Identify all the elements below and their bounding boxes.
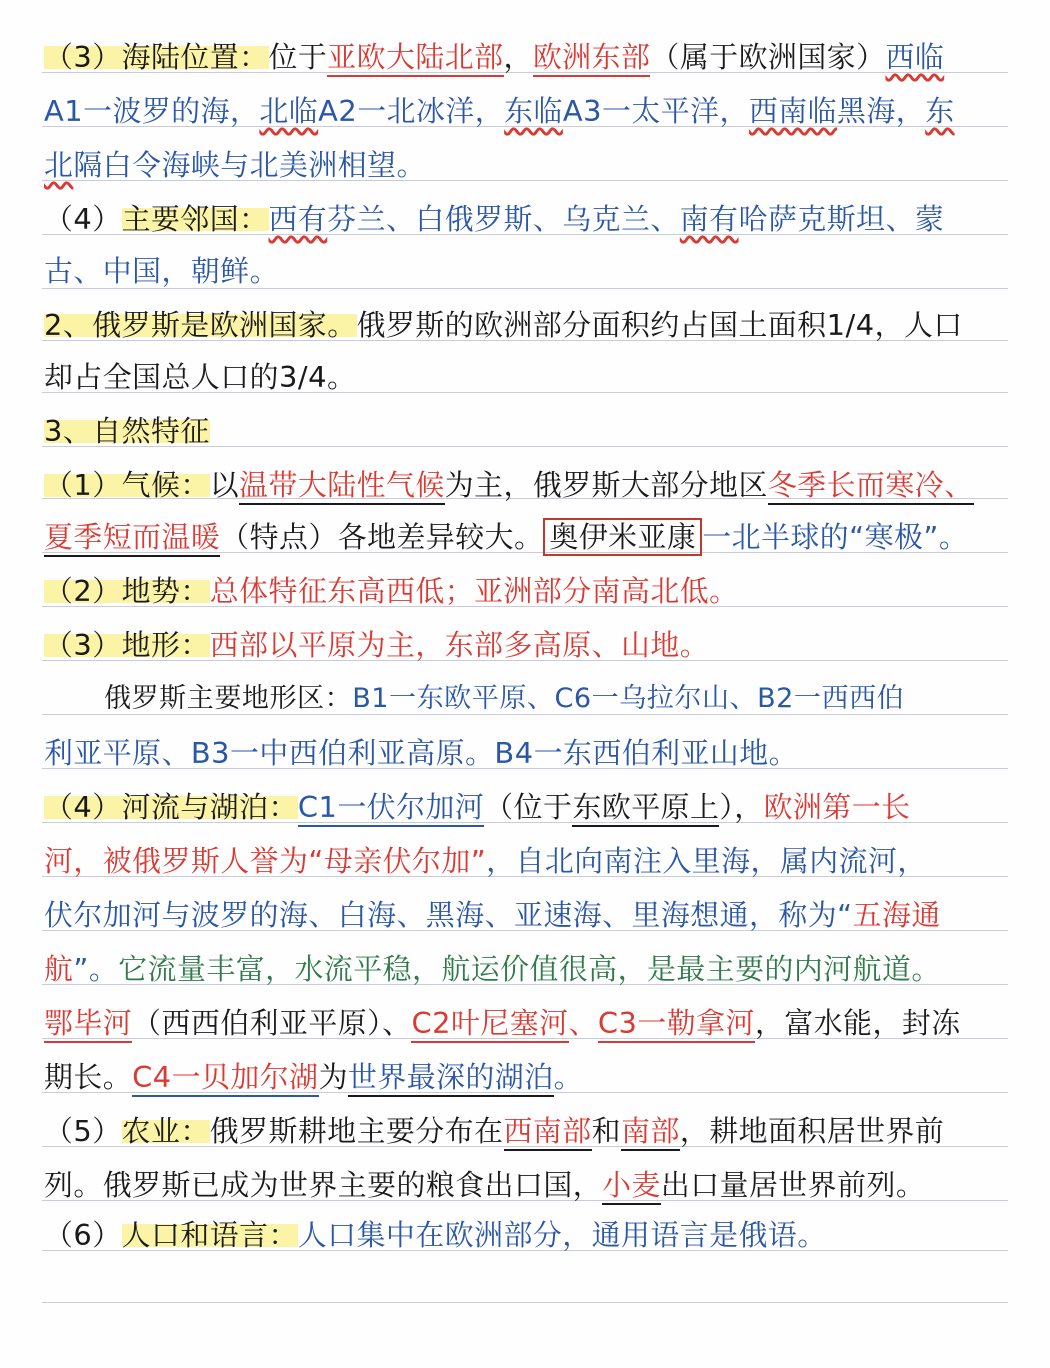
note-text: A2一北冰洋， (318, 94, 505, 128)
key-term: 东临 (504, 94, 563, 128)
note-text: 河，被俄罗斯人誉为“母亲伏尔加” (44, 844, 487, 878)
key-term: 小麦 (602, 1168, 661, 1205)
key-term: 北 (44, 148, 74, 182)
note-text: 列。俄罗斯已成为世界主要的粮食出口国， (44, 1168, 603, 1202)
key-term: 五海通 (852, 898, 941, 932)
note-line-neighbors (44, 194, 1012, 244)
note-line (44, 86, 1012, 136)
key-term: 夏季短而温暖 (44, 520, 220, 557)
note-text: 俄罗斯的欧洲部分面积约占国土面积1/4，人口 (356, 308, 963, 342)
note-text: A3一太平洋， (562, 94, 749, 128)
section-heading: 主要邻国： (121, 202, 269, 236)
key-term: C3一勒拿河 (598, 1006, 755, 1043)
note-text: 俄罗斯主要地形区： (104, 683, 353, 714)
key-term: 东欧平原上 (572, 790, 719, 827)
note-text: 黑海， (837, 94, 926, 128)
note-line (44, 512, 1012, 562)
key-term: 北临 (259, 94, 319, 128)
note-text: （西西伯利亚平原）、 (132, 1006, 412, 1040)
key-term: 世界最深的湖泊 (348, 1060, 554, 1097)
note-line (44, 352, 1012, 402)
note-text: ，富水能，封冻 (754, 1006, 961, 1040)
section-heading: （3）海陆位置： (44, 40, 269, 74)
key-term: 南部 (621, 1114, 680, 1151)
note-text: 伏尔加河与波罗的海、白海、黑海、亚速海、里海想通，称为“ (44, 898, 853, 932)
note-text: 哈萨克斯坦、蒙 (738, 202, 945, 236)
note-text: 却占全国总人口的3/4。 (44, 360, 357, 394)
note-text: 为主，俄罗斯大部分地区 (444, 468, 768, 502)
note-text: 期长。 (44, 1060, 133, 1094)
key-term: 航 (44, 952, 74, 986)
key-term: 西临 (885, 40, 945, 74)
note-text: 一北半球的“寒极”。 (702, 520, 969, 554)
note-line-rivers-lakes (44, 782, 1012, 832)
note-line-landform (44, 620, 1012, 670)
key-term: C2叶尼塞河 (411, 1006, 568, 1043)
note-text: 。 (553, 1060, 583, 1094)
section-heading: 人口和语言： (121, 1218, 298, 1252)
key-term: 冬季长而寒冷、 (768, 468, 974, 505)
section-number: （4） (44, 202, 122, 236)
note-text: ）， (719, 790, 764, 824)
note-text: 位于 (268, 40, 328, 74)
note-line (44, 1052, 1012, 1102)
key-term: 南有 (679, 202, 739, 236)
note-line (44, 246, 1012, 296)
note-line (44, 998, 1012, 1048)
note-line (44, 728, 1012, 778)
note-text: 古、中国，朝鲜。 (44, 254, 280, 288)
key-term: 西南临 (748, 94, 838, 128)
note-text: ，自北向南注入里海，属内流河， (486, 844, 927, 878)
key-term: 欧洲东部 (533, 40, 651, 77)
key-term: 西南部 (504, 1114, 592, 1151)
note-line-natural-features (44, 406, 1012, 456)
section-heading: （1）气候： (44, 468, 210, 502)
note-text: ， (503, 40, 533, 74)
note-text: ”。 (73, 952, 119, 986)
note-line (44, 944, 1012, 994)
note-text: 总体特征东高西低；亚洲部分南高北低。 (209, 574, 739, 608)
note-line (44, 836, 1012, 886)
note-text: 出口量居世界前列。 (660, 1168, 926, 1202)
note-text: 利亚平原、B3一中西伯利亚高原。B4一东西伯利亚山地。 (44, 736, 798, 770)
note-text: （属于欧洲国家） (650, 40, 886, 74)
note-line (44, 140, 1012, 190)
note-text: 人口集中在欧洲部分，通用语言是俄语。 (297, 1218, 827, 1252)
note-text: 俄罗斯耕地主要分布在 (209, 1114, 504, 1148)
note-line-europe-country (44, 300, 1012, 350)
note-line-population-language (44, 1210, 1012, 1260)
section-heading: 2、俄罗斯是欧洲国家。 (44, 308, 357, 342)
boxed-term: 奥伊米亚康 (543, 518, 702, 556)
note-text: A1一波罗的海， (44, 94, 260, 128)
note-line-sea-land-position (44, 32, 1012, 82)
section-heading: 农业： (121, 1114, 210, 1148)
note-line-agriculture (44, 1106, 1012, 1156)
key-term: C4一贝加尔湖 (132, 1060, 318, 1097)
section-heading: （4）河流与湖泊： (44, 790, 298, 824)
key-term: 东 (925, 94, 955, 128)
key-term: 温带大陆性气候 (239, 468, 445, 505)
note-line-climate (44, 460, 1012, 510)
note-text: 、 (568, 1006, 598, 1040)
section-number: （5） (44, 1114, 122, 1148)
note-text: 为 (318, 1060, 348, 1094)
section-heading: 3、自然特征 (44, 414, 210, 448)
key-term: 鄂毕河 (44, 1006, 132, 1043)
note-text: 它流量丰富，水流平稳，航运价值很高，是最主要的内河航道。 (118, 952, 941, 986)
note-text: B1一东欧平原、C6一乌拉尔山、B2一西西伯 (352, 683, 905, 714)
section-heading: （3）地形： (44, 628, 210, 662)
note-line (44, 1160, 1012, 1210)
key-term: C1一伏尔加河 (298, 790, 484, 827)
ruled-line (42, 1302, 1008, 1303)
note-text: ，耕地面积居世界前 (679, 1114, 945, 1148)
section-heading: （2）地势： (44, 574, 210, 608)
note-text: 西部以平原为主，东部多高原、山地。 (209, 628, 710, 662)
note-text: 隔白令海峡与北美洲相望。 (73, 148, 426, 182)
note-text: 芬兰、白俄罗斯、乌克兰、 (327, 202, 680, 236)
note-text: 和 (591, 1114, 622, 1148)
section-number: （6） (44, 1218, 122, 1252)
note-line-terrain (44, 566, 1012, 616)
note-text: （位于 (484, 790, 573, 824)
note-text: 以 (209, 468, 240, 502)
note-text: （特点）各地差异较大。 (220, 520, 544, 554)
key-term: 亚欧大陆北部 (327, 40, 503, 77)
note-line (104, 674, 1050, 724)
note-line (44, 890, 1012, 940)
key-term: 西有 (268, 202, 328, 236)
note-text: 欧洲第一长 (763, 790, 911, 824)
